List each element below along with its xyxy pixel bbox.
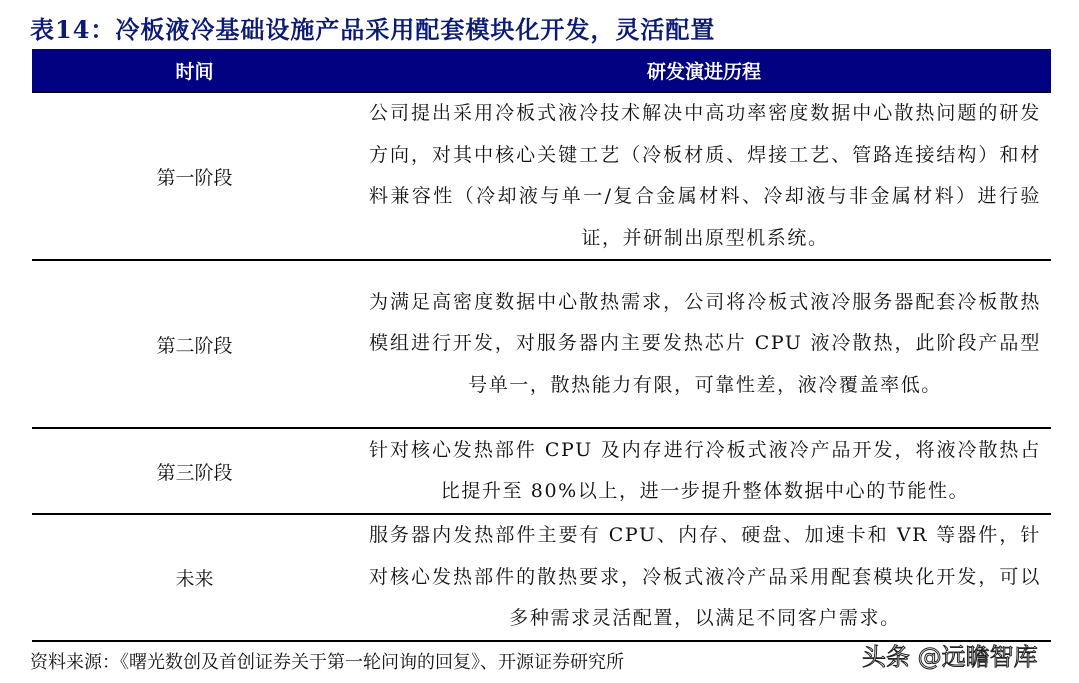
table-header bbox=[32, 49, 1051, 93]
stage-label: 第二阶段 bbox=[156, 334, 233, 357]
stage-label: 未来 bbox=[175, 568, 214, 590]
source-note: 资料来源：《曙光数创及首创证券关于第一轮问询的回复》、开源证券研究所 bbox=[30, 652, 624, 673]
table-row bbox=[32, 515, 1051, 642]
column-header-process: 研发演进历程 bbox=[646, 60, 761, 83]
column-header-time: 时间 bbox=[175, 60, 214, 83]
stage-description: 为满足高密度数据中心散热需求，公司将冷板式液冷服务器配套冷板散热模组进行开发，对服务器内主要发热芯片 CPU 液冷散热，此阶段产品型号单一，散热能力有限，可靠性差，液冷覆盖率低。 bbox=[369, 290, 1041, 396]
table-row bbox=[32, 429, 1051, 515]
table-row bbox=[32, 93, 1051, 261]
stage-description: 服务器内发热部件主要有 CPU、内存、硬盘、加速卡和 VR 等器件，针对核心发热部件的散热要求，冷板式液冷产品采用配套模块化开发，可以多种需求灵活配置，以满足不同客户需求。 bbox=[369, 524, 1041, 630]
watermark: 头条 @远瞻智库 bbox=[862, 643, 1038, 671]
stage-description: 公司提出采用冷板式液冷技术解决中高功率密度数据中心散热问题的研发方向，对其中核心关键工艺（冷板材质、焊接工艺、管路连接结构）和材料兼容性（冷却液与单一/复合金属材料、冷却液与非金属材料）进行验证，并研制出原型机系统。 bbox=[369, 102, 1041, 249]
stage-label: 第三阶段 bbox=[156, 461, 233, 484]
table-title: 表14：冷板液冷基础设施产品采用配套模块化开发，灵活配置 bbox=[30, 15, 716, 44]
table-row bbox=[32, 261, 1051, 429]
stage-description: 针对核心发热部件 CPU 及内存进行冷板式液冷产品开发，将液冷散热占比提升至 80%以上，进一步提升整体数据中心的节能性。 bbox=[369, 438, 1041, 502]
stage-label: 第一阶段 bbox=[156, 166, 233, 189]
rd-evolution-table bbox=[32, 49, 1051, 642]
